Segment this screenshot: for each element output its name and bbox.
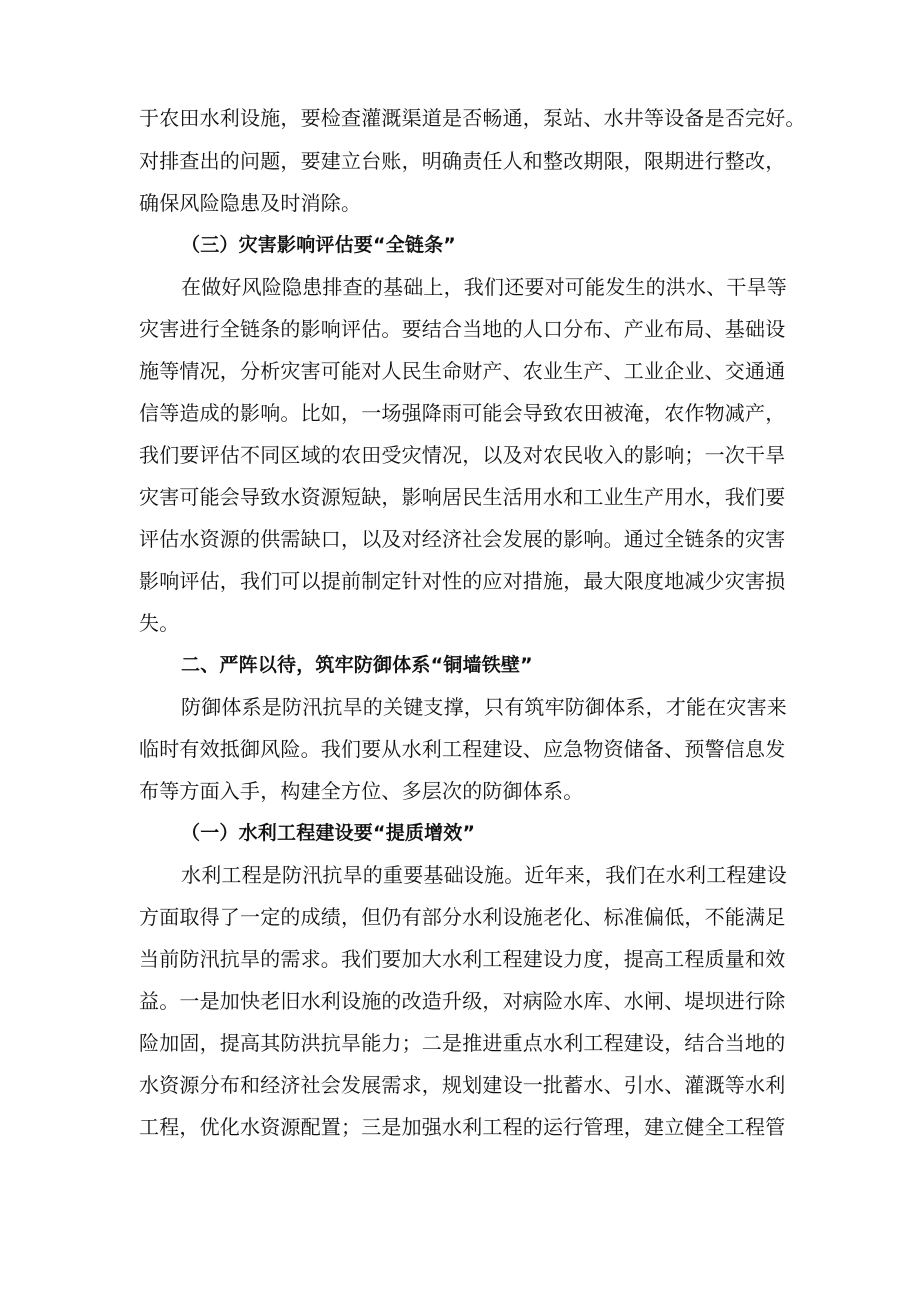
text-line: 益。一是加快老旧水利设施的改造升级，对病险水库、水闸、堤坝进行除 <box>139 989 786 1013</box>
text-line: 工程，优化水资源配置；三是加强水利工程的运行管理，建立健全工程管 <box>139 1115 786 1139</box>
text-line: 于农田水利设施，要检查灌溉渠道是否畅通，泵站、水井等设备是否完好。 <box>139 106 806 130</box>
section-heading: （三）灾害影响评估要“全链条” <box>181 234 456 256</box>
text-line: 确保风险隐患及时消除。 <box>139 191 362 215</box>
text-line: 防御体系是防汛抗旱的关键支撑，只有筑牢防御体系，才能在灾害来 <box>181 695 787 719</box>
text-line: 失。 <box>139 611 180 635</box>
text-line: 在做好风险隐患排查的基础上，我们还要对可能发生的洪水、干旱等 <box>181 275 787 299</box>
text-line: 险加固，提高其防洪抗旱能力；二是推进重点水利工程建设，结合当地的 <box>139 1031 786 1055</box>
text-line: 灾害可能会导致水资源短缺，影响居民生活用水和工业生产用水，我们要 <box>139 485 786 509</box>
text-line: 影响评估，我们可以提前制定针对性的应对措施，最大限度地减少灾害损 <box>139 569 786 593</box>
text-line: 布等方面入手，构建全方位、多层次的防御体系。 <box>139 779 584 803</box>
section-heading: （一）水利工程建设要“提质增效” <box>181 822 476 844</box>
text-line: 信等造成的影响。比如，一场强降雨可能会导致农田被淹，农作物减产， <box>139 401 786 425</box>
text-line: 当前防汛抗旱的需求。我们要加大水利工程建设力度，提高工程质量和效 <box>139 947 786 971</box>
text-line: 我们要评估不同区域的农田受灾情况，以及对农民收入的影响；一次干旱 <box>139 443 786 467</box>
text-line: 临时有效抵御风险。我们要从水利工程建设、应急物资储备、预警信息发 <box>139 737 786 761</box>
text-line: 水资源分布和经济社会发展需求，规划建设一批蓄水、引水、灌溉等水利 <box>139 1073 786 1097</box>
section-heading: 二、严阵以待，筑牢防御体系“铜墙铁壁” <box>181 654 533 676</box>
text-line: 对排查出的问题，要建立台账，明确责任人和整改期限，限期进行整改， <box>139 149 786 173</box>
text-line: 施等情况，分析灾害可能对人民生命财产、农业生产、工业企业、交通通 <box>139 359 786 383</box>
text-line: 评估水资源的供需缺口，以及对经济社会发展的影响。通过全链条的灾害 <box>139 527 786 551</box>
text-line: 灾害进行全链条的影响评估。要结合当地的人口分布、产业布局、基础设 <box>139 317 786 341</box>
text-line: 方面取得了一定的成绩，但仍有部分水利设施老化、标准偏低，不能满足 <box>139 905 786 929</box>
text-line: 水利工程是防汛抗旱的重要基础设施。近年来，我们在水利工程建设 <box>181 863 787 887</box>
